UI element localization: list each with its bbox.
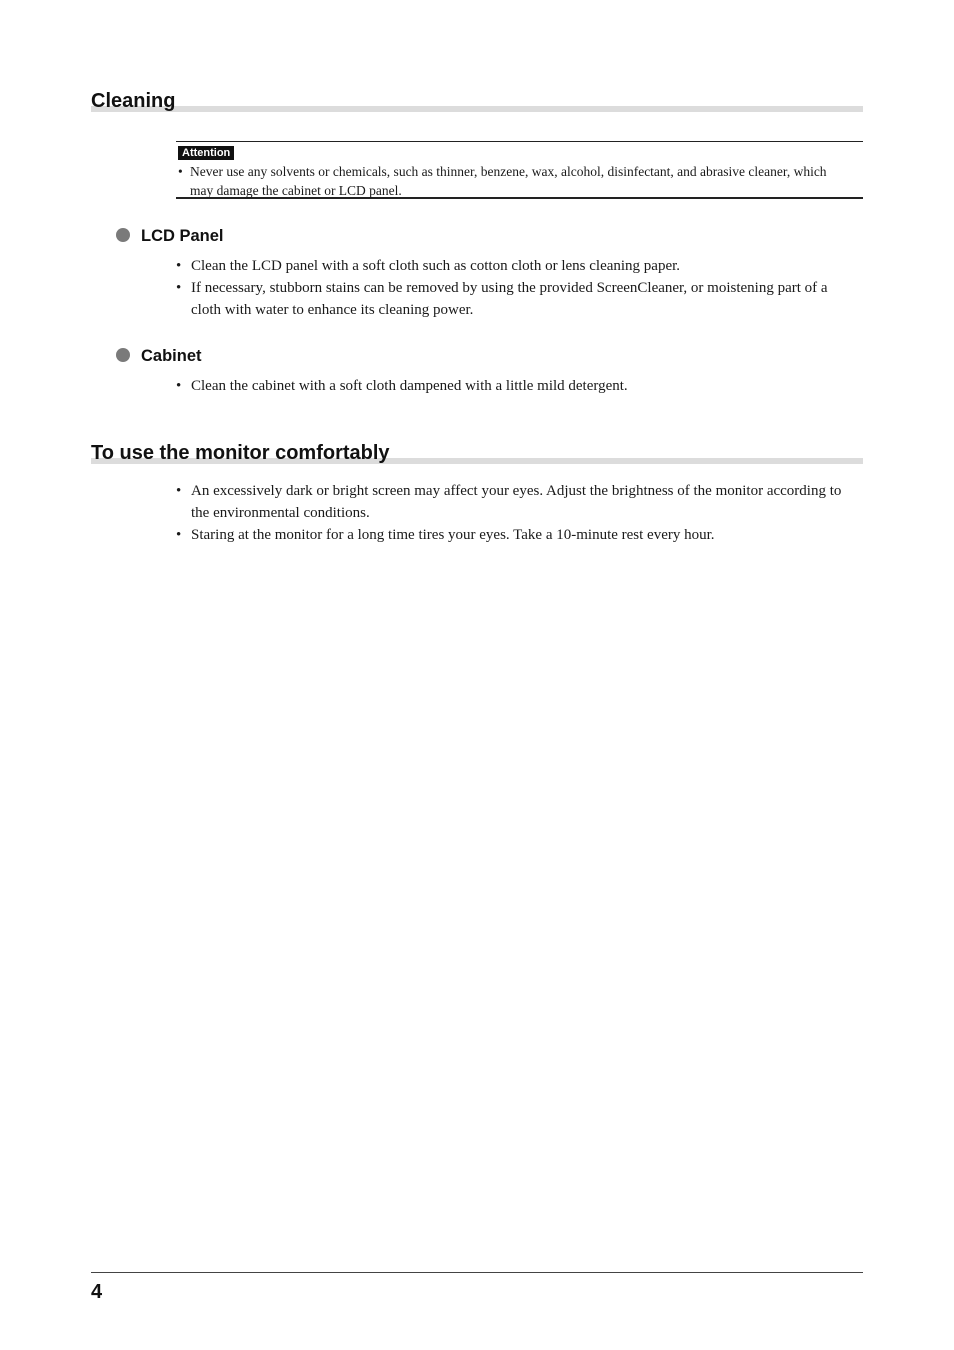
list-item — [176, 524, 856, 546]
bullet-mark: • — [176, 280, 182, 296]
list-item — [176, 255, 856, 277]
bullet-mark: • — [178, 164, 183, 179]
comfort-list — [176, 480, 856, 546]
cabinet-list — [176, 375, 856, 397]
subheading-text: Cabinet — [141, 347, 202, 365]
list-item — [176, 375, 856, 397]
list-item-text: Staring at the monitor for a long time tires your eyes. Take a 10-minute rest every hour. — [191, 527, 715, 543]
bullet-mark: • — [176, 483, 182, 499]
page-number: 4 — [91, 1281, 103, 1303]
attention-label: Attention — [178, 146, 234, 160]
subheading-cabinet — [116, 346, 202, 366]
circle-bullet-icon — [116, 228, 130, 242]
subheading-lcd-panel — [116, 226, 224, 246]
list-item — [176, 277, 856, 321]
bullet-mark: • — [176, 527, 182, 543]
list-item — [176, 480, 856, 524]
section-title-bar — [91, 106, 863, 112]
subheading-text: LCD Panel — [141, 227, 224, 245]
circle-bullet-icon — [116, 348, 130, 362]
section-title-comfort — [91, 443, 863, 463]
footer-rule — [91, 1272, 863, 1273]
lcd-panel-list — [176, 255, 856, 321]
list-item-text: If necessary, stubborn stains can be removed by using the provided ScreenCleaner, or moistening part of a cloth with water to enhance its cleaning power. — [191, 280, 828, 318]
list-item-text: Clean the cabinet with a soft cloth dampened with a little mild detergent. — [191, 378, 628, 394]
section-title-text: Cleaning — [91, 90, 176, 112]
list-item-text: An excessively dark or bright screen may affect your eyes. Adjust the brightness of the monitor according to the environmental conditions. — [191, 483, 842, 521]
section-title-cleaning — [91, 91, 863, 111]
list-item-text: Clean the LCD panel with a soft cloth such as cotton cloth or lens cleaning paper. — [191, 258, 681, 274]
bullet-mark: • — [176, 378, 182, 394]
attention-box — [176, 141, 863, 199]
bullet-mark: • — [176, 258, 182, 274]
section-title-text: To use the monitor comfortably — [91, 442, 390, 464]
attention-body: Never use any solvents or chemicals, such as thinner, benzene, wax, alcohol, disinfectant, and abrasive cleaner, which may damage the cabinet or LCD panel. — [190, 164, 827, 198]
attention-text — [178, 162, 848, 200]
